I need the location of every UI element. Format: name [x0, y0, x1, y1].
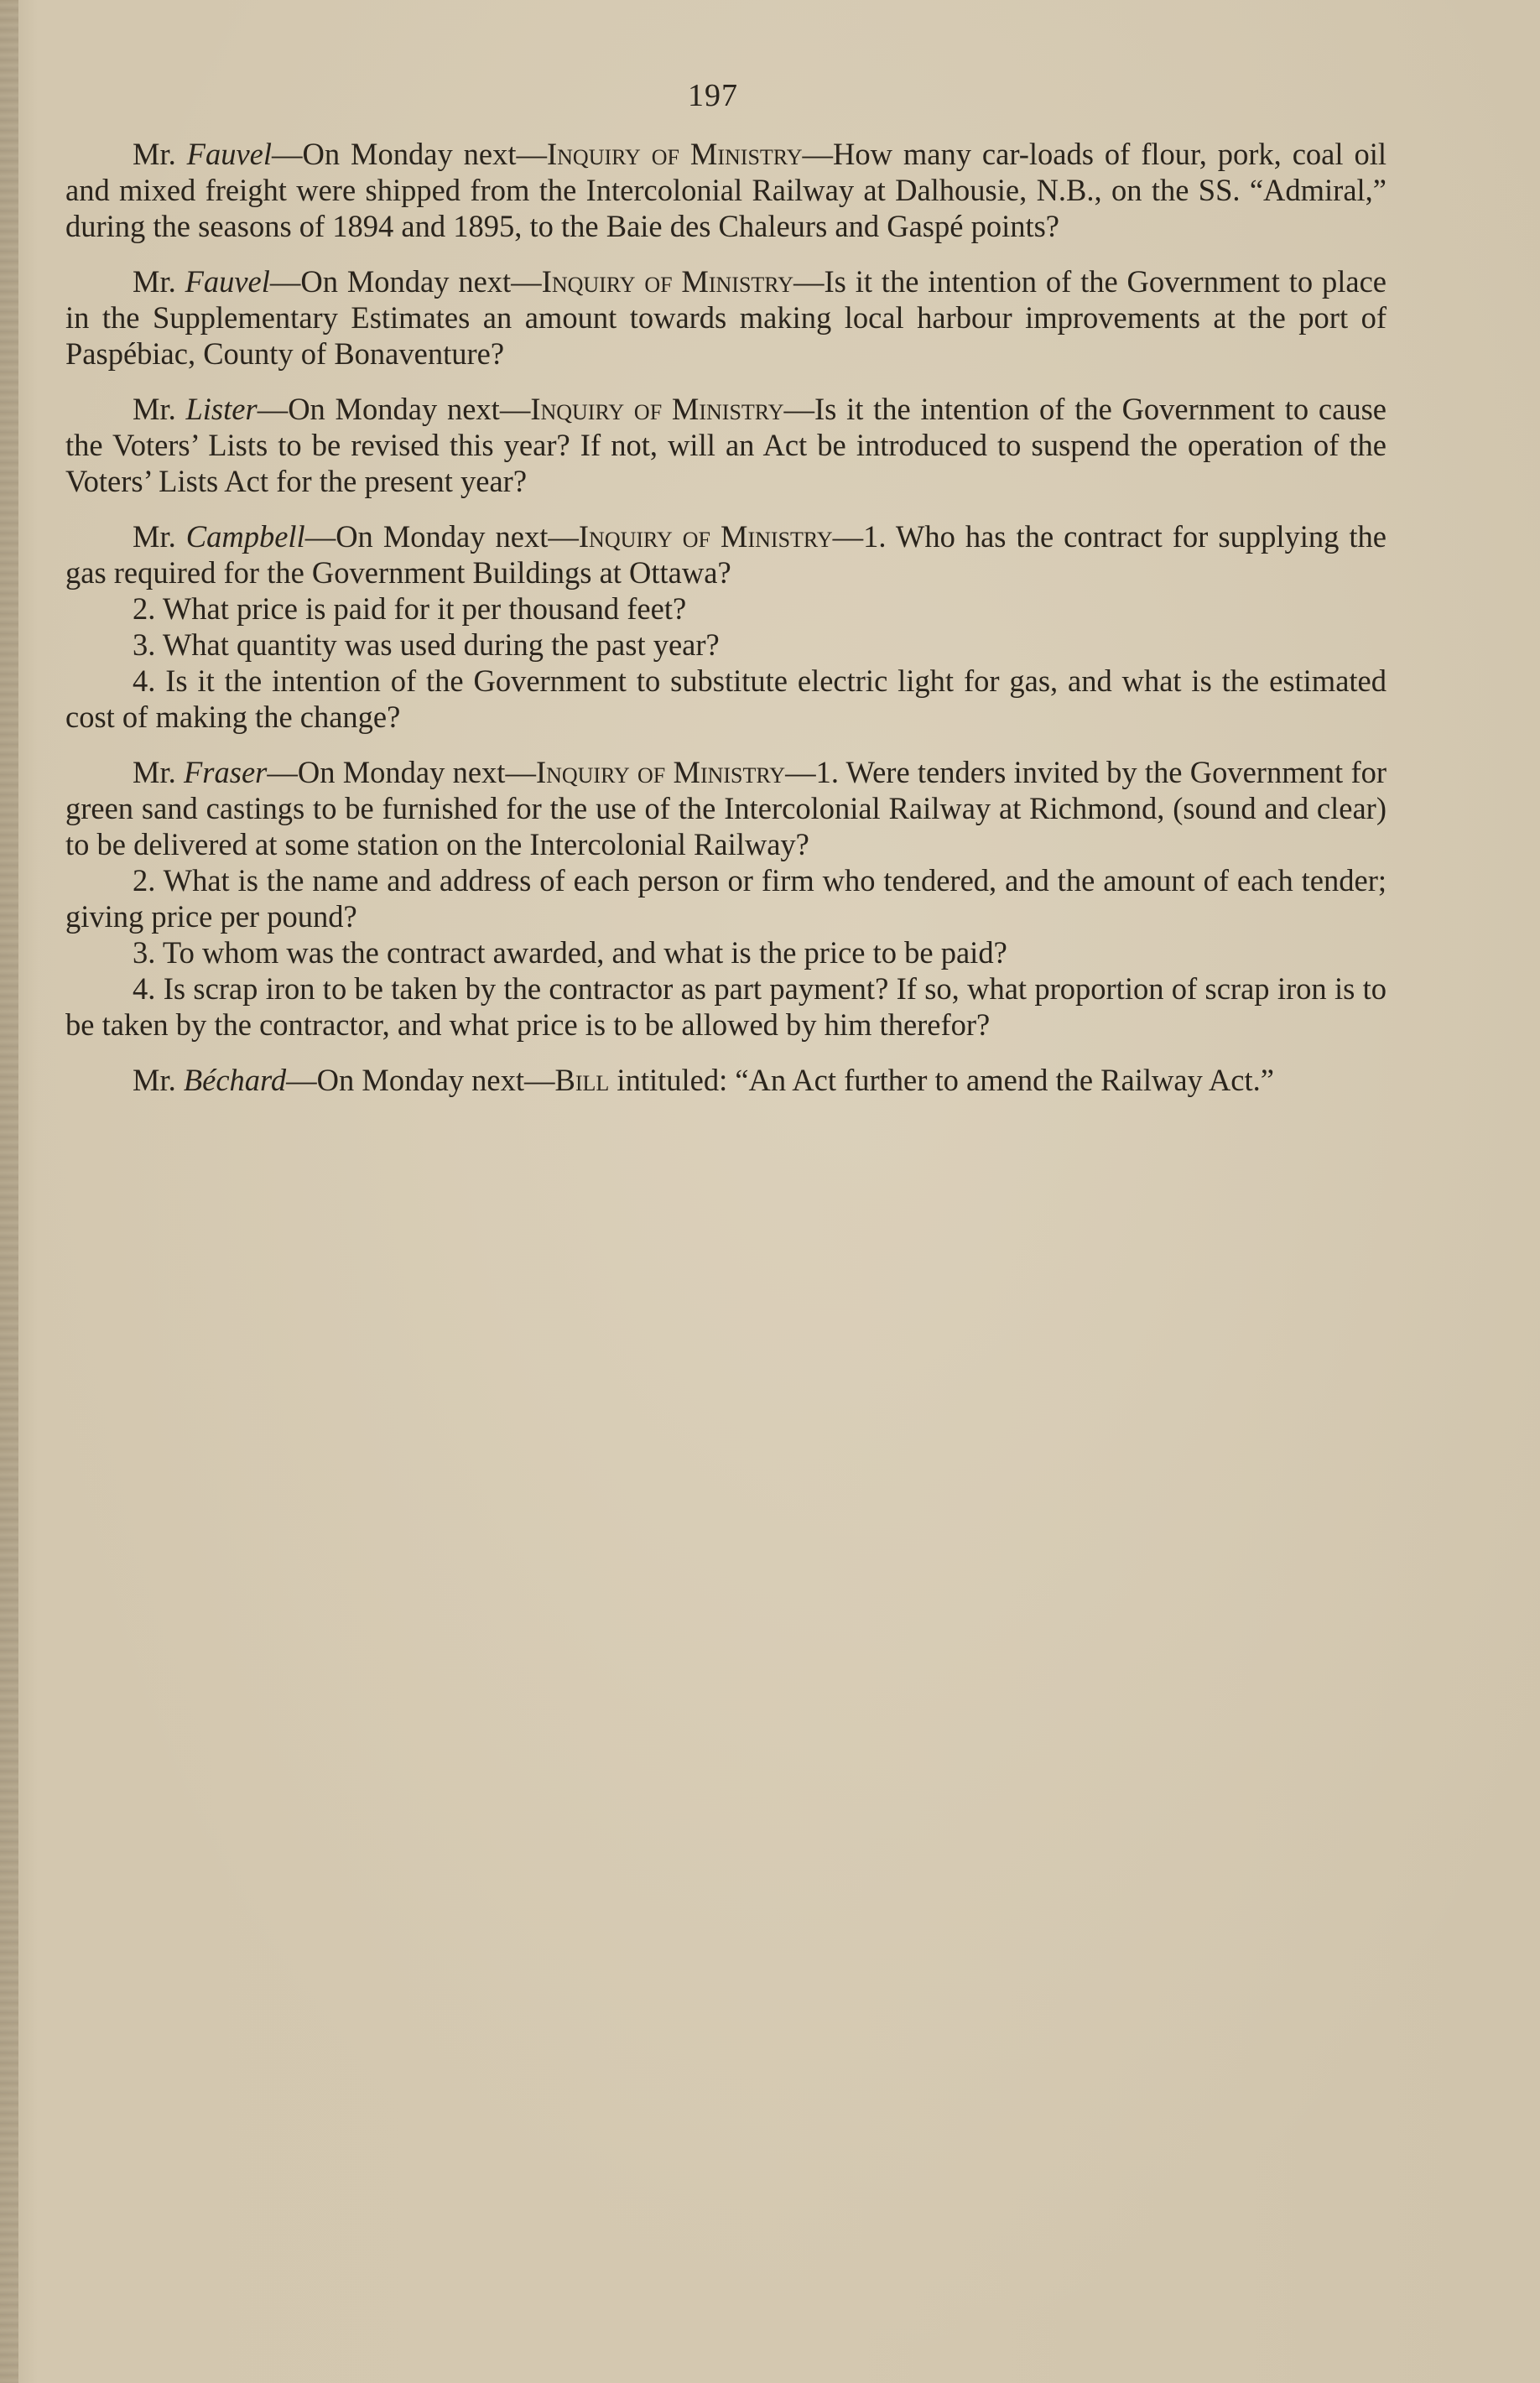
- notice-paragraph: [65, 136, 1387, 244]
- notice-prefix: Mr.: [133, 264, 185, 299]
- notice: [65, 263, 1387, 372]
- page-binding-edge: [0, 0, 18, 2383]
- notice-kind: Inquiry of Ministry: [530, 392, 784, 426]
- notice: [65, 754, 1387, 1043]
- notice-prefix: Mr.: [133, 137, 187, 171]
- notice-kind: Inquiry of Ministry: [535, 755, 786, 789]
- notice-paragraph: [65, 263, 1387, 372]
- member-name: Lister: [185, 392, 258, 426]
- notice-prefix: Mr.: [133, 392, 186, 426]
- notice-paragraph: [65, 518, 1387, 591]
- notice-paragraph: [65, 1062, 1387, 1098]
- notice: [65, 136, 1387, 244]
- notice-text: —1. Were tenders invited by the Government for green sand castings to be furnished for the use of the Intercolonial Railway at Richmond, (sound and clear) to be delivered at some station on the Intercolonial Railway?: [65, 755, 1387, 861]
- member-name: Fauvel: [185, 264, 270, 299]
- notice-text: —Is it the intention of the Government to place in the Supplementary Estimates an amount towards making local harbour improvements at the port of Paspébiac, County of Bonaventure?: [65, 264, 1387, 371]
- notice: [65, 391, 1387, 499]
- notice-timing: —On Monday next—: [269, 264, 542, 299]
- notice-prefix: Mr.: [133, 755, 184, 789]
- notice-text: —Is it the intention of the Government to cause the Voters’ Lists to be revised this year? If not, will an Act be introduced to suspend the operation of the Voters’ Lists Act for the present year?: [65, 392, 1387, 498]
- notice-kind: Inquiry of Ministry: [578, 519, 833, 554]
- notice-timing: —On Monday next—: [257, 392, 531, 426]
- question-item: 2. What price is paid for it per thousand feet?: [133, 591, 687, 626]
- member-name: Fauvel: [186, 137, 272, 171]
- notice-text: —1. Who has the contract for supplying the gas required for the Government Buildings at Ottawa?: [65, 519, 1387, 590]
- page-number: 197: [688, 78, 738, 113]
- notice-timing: —On Monday next—: [267, 755, 536, 789]
- notice-kind: Inquiry of Ministry: [541, 264, 793, 299]
- notice-paragraph: [65, 754, 1387, 862]
- member-name: Campbell: [185, 519, 305, 554]
- question-item: 4. Is scrap iron to be taken by the contractor as part payment? If so, what proportion of scrap iron is to be taken by the contractor, and what price is to be allowed by him therefor?: [65, 971, 1387, 1042]
- notice-timing: —On Monday next—: [304, 519, 579, 554]
- notices-of-motion: [65, 136, 1387, 1117]
- notice-text: intituled: “An Act further to amend the Railway Act.”: [609, 1063, 1274, 1097]
- notice-kind: Inquiry of Ministry: [546, 137, 803, 171]
- notice-text: —How many car-loads of flour, pork, coal oil and mixed freight were shipped from the Intercolonial Railway at Dalhousie, N.B., on the SS. “Admiral,” during the seasons of 1894 and 1895, to the Baie des Chaleurs and Gaspé points?: [65, 137, 1387, 243]
- notice-timing: —On Monday next—: [272, 137, 547, 171]
- notice-paragraph: [65, 391, 1387, 499]
- member-name: Fraser: [183, 755, 268, 789]
- notice-kind: Bill: [554, 1063, 610, 1097]
- notice: [65, 518, 1387, 735]
- question-item: 2. What is the name and address of each person or firm who tendered, and the amount of each tender; giving price per pound?: [65, 863, 1387, 934]
- question-item: 3. What quantity was used during the past year?: [133, 627, 720, 662]
- notice-prefix: Mr.: [133, 1063, 184, 1097]
- notice-timing: —On Monday next—: [286, 1063, 555, 1097]
- notice-prefix: Mr.: [133, 519, 186, 554]
- notice: [65, 1062, 1387, 1098]
- member-name: Béchard: [183, 1063, 287, 1097]
- question-item: 4. Is it the intention of the Government to substitute electric light for gas, and what is the estimated cost of making the change?: [65, 663, 1387, 734]
- question-item: 3. To whom was the contract awarded, and what is the price to be paid?: [133, 935, 1007, 970]
